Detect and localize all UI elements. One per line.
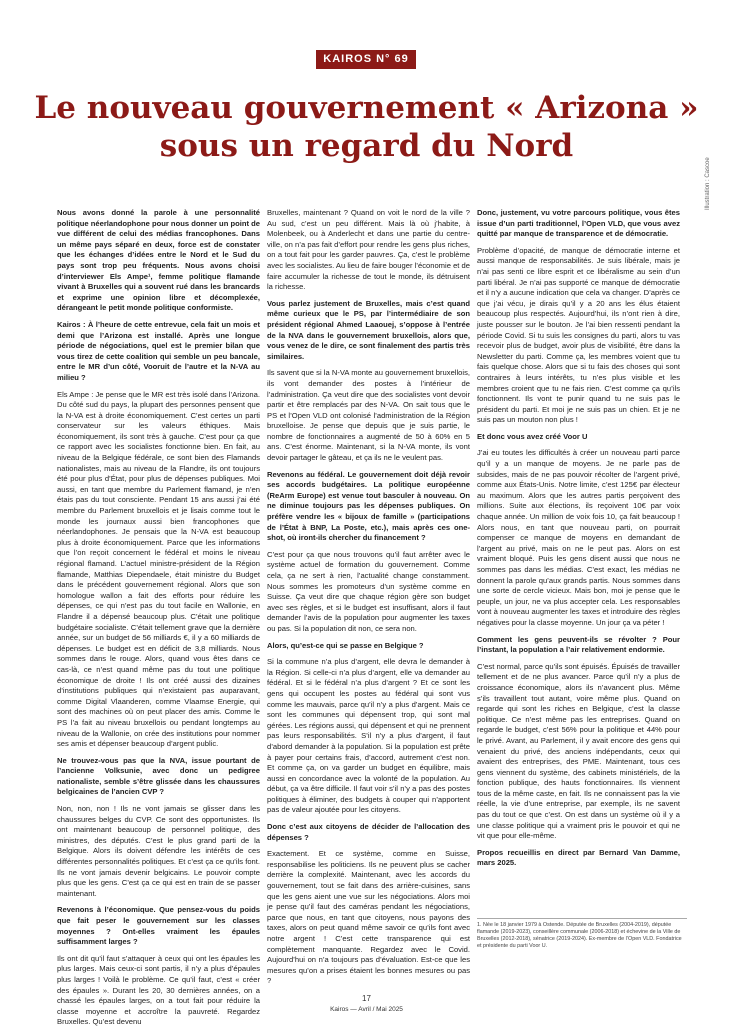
- headline-line-1: Le nouveau gouvernement « Arizona »: [34, 90, 699, 126]
- question-paragraph: Revenons à l’économique. Que pensez-vous du poids que fait peser le gouvernement sur les classes moyennes ? Ont-elles vraiment les épaules suffisamment larges ?: [57, 905, 260, 947]
- answer-paragraph: Els Ampe : Je pense que le MR est très isolé dans l’Arizona. Du côté sud du pays, la plupart des personnes pensent que la N-VA est à droite économiquement. C’est certes un parti conservateur sur les valeurs éthiques. Mais économiquement, ils sont très à gauche. C’est pour ça que ce rapport avec les socialistes fonctionne bien. En fait, au niveau de la Belgique fédérale, ce sont bien des Flamands nationalistes, mais au niveau de la Flandre, ils ont toujours été pour plus d’État, pour plus de dépenses publiques. Moi aussi, en tant que membre du Parlement flamand, je n’en étais pas du tout consciente. Pendant 15 ans aussi j’ai été membre du Parlement bruxellois et je lisais comme tout le monde les journaux aussi bien francophones que néerlandophones. Je pensais que la N-VA est beaucoup plus à droite économiquement. Parce que les informations que l’on reçoit concernent le fédéral et moins le niveau régional flamand. L’actuel ministre-président de la Région flamande, Matthias Diependaele, était ministre du Budget dans le précédent gouvernement régional. Alors que son homologue wallon a fait des efforts pour réduire les dépenses, ce qui n’est pas du tout facile en Wallonie, en Flandre il a dépensé beaucoup plus. C’était une politique budgétaire socialiste. C’était tellement grave que la dernière année, sur un budget de 56 milliards €, il y a 60 milliards de dépenses. Le budget est en déficit de 3,8 milliards. Nous sommes dans le rouge. Alors, quand vous êtes dans ce cas-là, ce n’est quand même pas du tout une politique économique de droite ! Ils ont créé aussi des dizaines d’institutions publiques qui n’existaient pas auparavant, comme Digital Vlaanderen, comme Vlaamse Energie, qui sont des machines où on peut placer des amis. Comme le PS l’a fait au niveau bruxellois ou pendant longtemps au niveau de la Wallonie, on crée des institutions pour nommer ses amis et dépenser beaucoup d’argent public.: [57, 389, 260, 749]
- answer-paragraph: Problème d’opacité, de manque de démocratie interne et aussi manque de responsabilités. Je suis libérale, mais je n’ai pas senti ce libre esprit et ce libéralisme au sein d’un parti libéral. Je n’ai pas supporté ce manque de démocratie et il n’y a aucune indication que cela va changer. D’après ce que j’ai vécu, je dirais qu’il y a 20 ans les élus étaient beaucoup plus respectés. Aujourd’hui, ils n’ont rien à dire, juste pousser sur le bouton. Je l’ai bien ressenti pendant la période Covid. Si tu suis les consignes du parti, alors tu vas recevoir plus de budget, avoir plus de visibilité, être dans la Newsletter du parti. Comme ça, les membres voient que tu fais quelque chose. Alors que si tu fais des choses qui sont contraires à leurs intérêts, tu n’es plus visible et les membres croient que tu ne fais rien. C’est comme ça qu’ils fonctionnent. Ils vont te punir quand tu ne suis pas le président du parti. Et moi je ne suis pas un chien. Et je ne suis pas un mouton non plus !: [477, 245, 680, 425]
- answer-paragraph: Non, non, non ! Ils ne vont jamais se glisser dans les chaussures belges du CVP. Ce sont des opportunistes. Ils ont maintenant beaucoup de personnel politique, des ministres, des députés. C’est le plus grand parti de la Belgique. Alors ils doivent défendre les intérêts de ces différentes personnalités politiques. Et c’est ça ce qu’ils font. Ils ne vont jamais devenir belgicains. Le pouvoir compte plus que les gens. C’est ça ce qui est en train de se passer maintenant.: [57, 804, 260, 898]
- answer-paragraph: C’est pour ça que nous trouvons qu’il faut arrêter avec le système actuel de formation du gouvernement. Comme cela, ça ne sert à rien, l’actualité change constamment. Nous sommes les promoteurs d’un système comme en Suisse. Ça veut dire que chaque région gère son budget avec ses règles, et si le budget est insuffisant, alors il faut demander l’avis de la population pour augmenter les taxes ou pas. Si la population dit non, ce sera non.: [267, 549, 470, 633]
- article-column-1: [57, 208, 260, 1034]
- article-column-2: [267, 208, 470, 993]
- question-paragraph: Comment les gens peuvent-ils se révolter ? Pour l’instant, la population a l’air relativement endormie.: [477, 634, 680, 655]
- question-paragraph: Donc c’est aux citoyens de décider de l’allocation des dépenses ?: [267, 822, 470, 842]
- footnote: 1. Née le 18 janvier 1979 à Ostende. Députée de Bruxelles (2004-2019), députée flamande (2019-2023), conseillère communale (2006-2018) et échevine de la Ville de Bruxelles (2012-2018), sénatrice (2019-2024). Ex-membre de l’Open VLD. Fondatrice et présidente du parti Voor U.: [477, 918, 687, 950]
- answer-paragraph: J’ai eu toutes les difficultés à créer un nouveau parti parce qu’il y a un manque de moyens. Je ne parle pas de subsides, mais de ne pas pouvoir récolter de l’argent privé, comme aux États-Unis. Notre limite, c’est 125€ par électeur au maximum. Alors que les autres partis perçoivent des millions. Suite aux élections, ils reçoivent 10€ par voix chaque année. Un million de voix fois 10, ça fait beaucoup ! Alors nous, en tant que nouveau parti, on pourrait compenser ce manque de moyens en demandant de l’argent au privé, mais on ne le peut pas. Alors on est vraiment bloqué. Puis les gens disent aussi que nous ne sommes pas dans les médias. C’est exact, les médias ne donnent la parole qu’aux grands partis. Nous sommes dans une sorte de cercle vicieux. Mais bon, moi je pense que le peuple, un jour, ne va plus accepter cela. Les responsables vont à nouveau augmenter les taxes et introduire des règles négatives pour la classe moyenne. Un jour ça va péter !: [477, 448, 680, 627]
- question-paragraph: Kairos : À l’heure de cette entrevue, cela fait un mois et demi que l’Arizona est installé. Après une longue période de négociations, quel est le premier bilan que vous tirez de cette coalition qui semble un peu bancale, entre le MR d’un côté, Vooruit de l’autre et la N-VA au milieu ?: [57, 319, 260, 382]
- question-paragraph: Propos recueillis en direct par Bernard Van Damme, mars 2025.: [477, 847, 680, 868]
- question-paragraph: Donc, justement, vu votre parcours politique, vous êtes issue d’un parti traditionnel, l’Open VLD, que vous avez quitté par manque de transparence et de démocratie.: [477, 208, 680, 239]
- question-paragraph: Et donc vous avez créé Voor U: [477, 431, 588, 441]
- illustration-credit: Illustration : Cascoe: [705, 157, 711, 210]
- answer-paragraph: Ils savent que si la N-VA monte au gouvernement bruxellois, ils vont demander des postes à l’intérieur de l’administration. Ça veut dire que des socialistes vont devoir partir et être remplacés par des N-VA. On sait tous que le PS et l’Open VLD ont colonisé l’administration de la Région bruxelloise. Je pense que depuis que je suis partie, le nombre de fonctionnaires a augmenté de 50 à 60% en 5 ans. C’est énorme. Maintenant, si la N-VA monte, ils vont devoir partager le gâteau, et ça ils ne le veulent pas.: [267, 368, 470, 463]
- question-paragraph: Revenons au fédéral. Le gouvernement doit déjà revoir ses accords budgétaires. La politique européenne (ReArm Europe) est venue tout basculer à nouveau. On ne diminue toujours pas les dépenses publiques. On préfère vendre les « bijoux de famille » (participations de l’État à BNP, La Poste, etc.), mais après ces one-shot, où iront-ils chercher du financement ?: [267, 469, 470, 543]
- question-paragraph: Vous parlez justement de Bruxelles, mais c’est quand même curieux que le PS, par l’intermédiaire de son président régional Ahmed Laaouej, s’oppose à l’entrée de la NVA dans le gouvernement bruxellois, alors que, vous venez de le dire, ce sont finalement des partis très similaires.: [267, 298, 470, 361]
- question-paragraph: Ne trouvez-vous pas que la NVA, issue pourtant de l’ancienne Volksunie, avec donc un pedigree nationaliste, semble s’être glissée dans les chaussures belgicaines de l’ancien CVP ?: [57, 755, 260, 797]
- page-number: 17: [362, 994, 371, 1003]
- answer-paragraph: Bruxelles, maintenant ? Quand on voit le nord de la ville ? Au sud, c’est un peu différent. Mais là où j’habite, à Molenbeek, ou à Anderlecht et dans une partie du centre-ville, on n’a pas fait d’effort pour rendre les gens plus riches, on a tout fait pour les garder pauvres. Ça, c’est le problème avec les socialistes. Au lieu de faire bouger l’économie et de faire accumuler la richesse de tout le monde, ils détruisent la richesse.: [267, 208, 470, 292]
- question-paragraph: Alors, qu’est-ce qui se passe en Belgique ?: [267, 640, 424, 650]
- headline-line-2: sous un regard du Nord: [159, 128, 574, 164]
- answer-paragraph: Ils ont dit qu’il faut s’attaquer à ceux qui ont les épaules les plus larges. Mais ceux-ci sont partis, il n’y a plus d’épaules plus larges ! Voilà le problème. Ce qu’il faut, c’est « créer des épaules ». Durant les 20, 30 dernières années, on a chassé les épaules larges, on a tout fait pour réduire la classe moyenne et accroître la pauvreté. Regardez Bruxelles. Qu’est devenu: [57, 953, 260, 1027]
- answer-paragraph: C’est normal, parce qu’ils sont épuisés. Épuisés de travailler tellement et de ne plus avancer. Parce qu’il n’y a plus de croissance économique, alors ils n’avancent plus. Même s’ils travaillent tout autant, voire même plus. Quand on regarde qui sont les riches en Belgique, c’est la classe politique. Ce n’est même pas les entreprises. Quand on regarde le budget, c’est 56% pour la politique et 44% pour le privé. Avant, au Parlement, il y avait encore des gens qui venaient du privé, des anciens indépendants, ceux qui avaient des entreprises, des PME. Maintenant, tous ces gens viennent du système, des cabinets ministériels, de la fonction publique, des hauts fonctionnaires. Ils viennent tous de la même caste, en fait. Ils ne connaissent pas la vie réelle, la vie d’une entreprise, par exemple, ils ne savent pas du tout ce que c’est. On est dans un système où il y a une classe politique qui a vraiment pris le pouvoir et qui ne vit que pour elle-même.: [477, 661, 680, 841]
- answer-paragraph: Exactement. Et ce système, comme en Suisse, responsabilise les politiciens. Ils ne peuvent plus se cacher derrière la complexité. Maintenant, avec les accords du gouvernement, tout se fait dans des arrière-cuisines, sans que les gens aient une vue sur les négociations. Alors moi je pense qu’il faut des caméras pendant les négociations, parce que nous, en tant que citoyens, nous payons des taxes, alors on peut quand même savoir ce qu’ils font avec notre argent ! C’est cette transparence qui est complètement manquante. Regardez avec le Covid. Aujourd’hui on n’a toujours pas d’évaluation. Est-ce que les mesures qu’on a prises étaient les bonnes mesures ou pas ?: [267, 849, 470, 986]
- issue-badge: KAIROS N° 69: [316, 50, 416, 69]
- article-column-3: [477, 208, 680, 875]
- answer-paragraph: Si la commune n’a plus d’argent, elle devra le demander à la Région. Si celle-ci n’a plus d’argent, elle va demander au fédéral. Et si le fédéral n’a plus d’argent ? Et ce sont les gens qui occupent les postes au fédéral qui sont vus comme les mauvais, parce qu’il n’y a plus d’argent. Mais ce sont les communes qui dépensent trop, qui sont mal gérées. Les régions aussi, qui dépensent et qui ne prennent pas leurs responsabilités. S’il n’y a plus d’argent, il faut d’abord demander à la population. Si la population est prête à payer pour certains frais, d’accord, autrement c’est non. Et comme ça, on va garder un budget en équilibre, mais aussi en concordance avec la volonté de la population. Au début, ça va être difficile. Il faut voir s’il n’y a pas des postes politiques à éliminer, des budgets à couper qui n’apportent pas de valeur ajoutée pour les citoyens.: [267, 657, 470, 815]
- page-footer: Kairos — Avril / Mai 2025: [330, 1006, 403, 1013]
- question-paragraph: Nous avons donné la parole à une personnalité politique néerlandophone pour nous donner un point de vue différent de celui des médias francophones. Dans un même pays séparé en deux, force est de constater que les échanges d’idées entre le Nord et le Sud du pays sont trop peu fréquents. Nous avons choisi d’interviewer Els Ampe¹, femme politique flamande vivant à Bruxelles qui a souvent rué dans les brancards et exprime une opinion libre et décomplexée, dérangeant le petit monde politique conformiste.: [57, 208, 260, 313]
